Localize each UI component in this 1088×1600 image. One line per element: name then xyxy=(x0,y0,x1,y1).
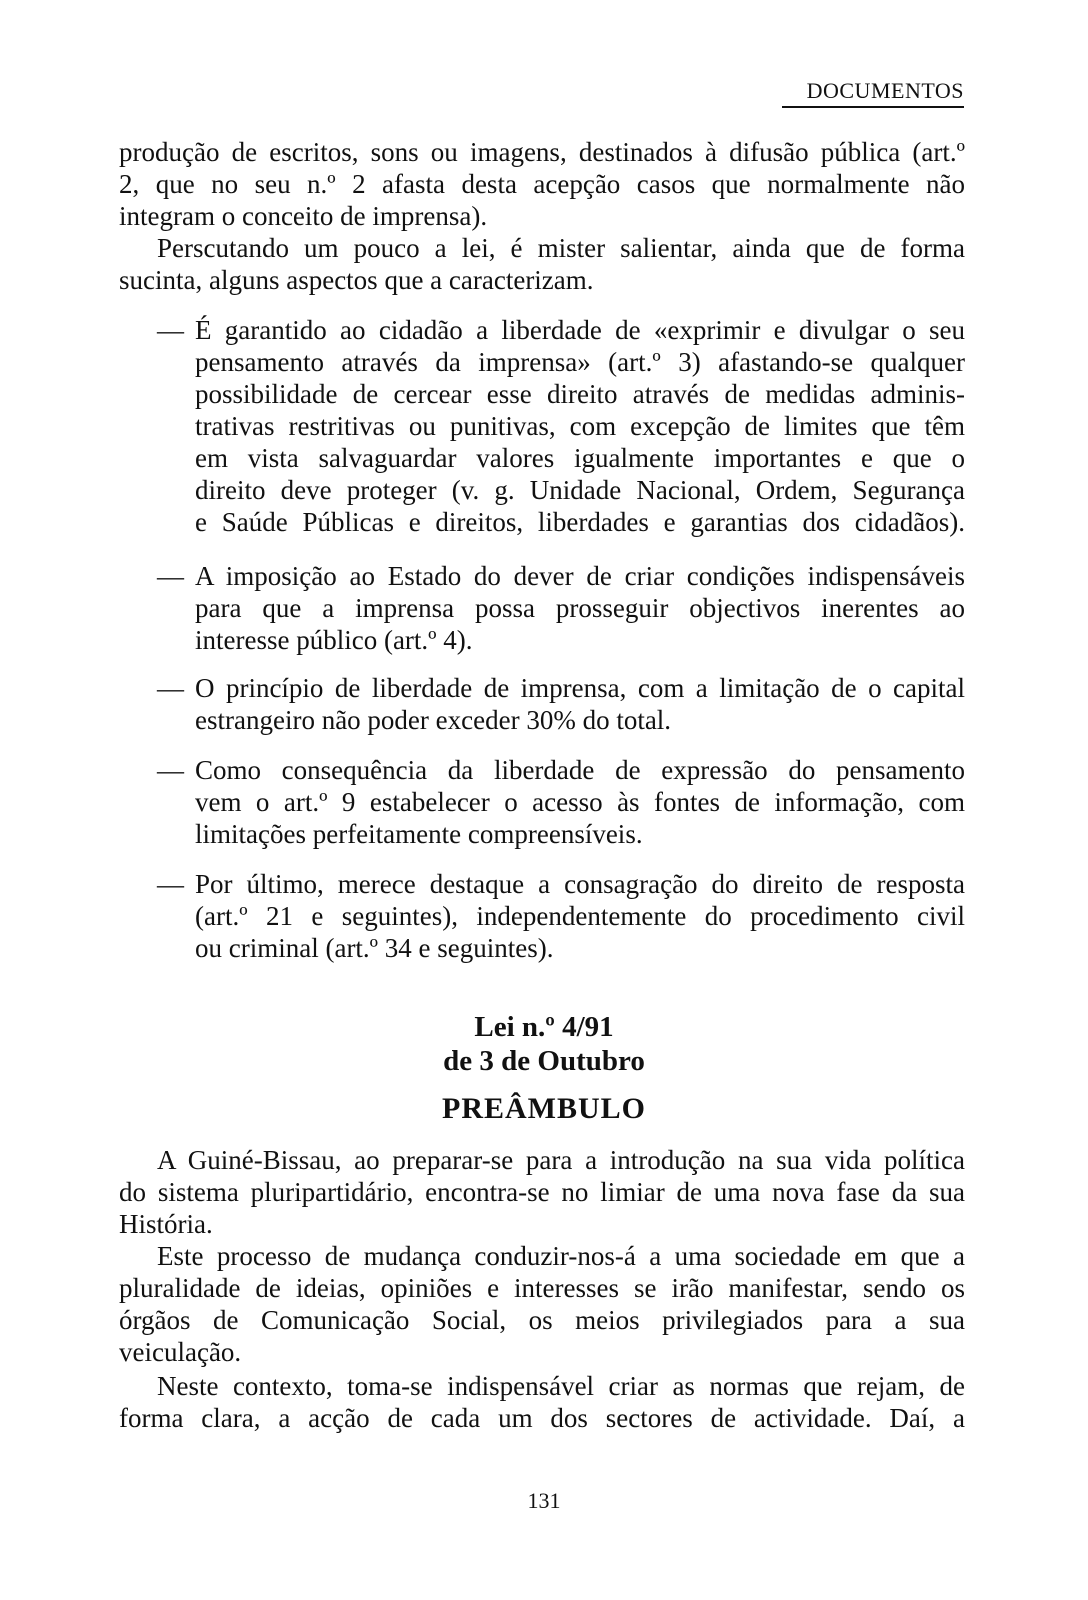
bullet-text: O princípio de liberdade de imprensa, com a limitação de o capital xyxy=(195,673,965,703)
bullet-text: Por último, merece destaque a consagração do direito de resposta xyxy=(195,869,965,899)
body-line: do sistema pluripartidário, encontra-se no limiar de uma nova fase da sua xyxy=(119,1177,965,1207)
em-dash-bullet: — xyxy=(157,673,184,703)
bullet-item xyxy=(157,672,965,704)
bullet-line: direito deve proteger (v. g. Unidade Nacional, Ordem, Segurança xyxy=(195,475,965,505)
em-dash-bullet: — xyxy=(157,315,184,345)
bullet-line: pensamento através da imprensa» (art.º 3) afastando-se qualquer xyxy=(195,347,965,377)
bullet-line: (art.º 21 e seguintes), independentemente do procedimento civil xyxy=(195,901,965,931)
bullet-item xyxy=(157,314,965,346)
bullet-line: em vista salvaguardar valores igualmente importantes e que o xyxy=(195,443,965,473)
bullet-line: estrangeiro não poder exceder 30% do total. xyxy=(195,705,672,735)
bullet-line: e Saúde Públicas e direitos, liberdades e garantias dos cidadãos). xyxy=(195,507,965,537)
body-line: integram o conceito de imprensa). xyxy=(119,201,488,231)
bullet-item xyxy=(157,560,965,592)
bullet-line: trativas restritivas ou punitivas, com excepção de limites que têm xyxy=(195,411,965,441)
body-line: forma clara, a acção de cada um dos sectores de actividade. Daí, a xyxy=(119,1403,965,1433)
bullet-line: ou criminal (art.º 34 e seguintes). xyxy=(195,933,554,963)
body-line: 2, que no seu n.º 2 afasta desta acepção casos que normalmente não xyxy=(119,169,965,199)
law-date: de 3 de Outubro xyxy=(443,1045,645,1077)
header-rule xyxy=(782,106,964,108)
bullet-item xyxy=(157,868,965,900)
body-line: Este processo de mudança conduzir-nos-á a uma sociedade em que a xyxy=(157,1241,965,1271)
body-line: sucinta, alguns aspectos que a caracterizam. xyxy=(119,265,594,295)
bullet-text: A imposição ao Estado do dever de criar condições indispensáveis xyxy=(195,561,965,591)
body-line: A Guiné-Bissau, ao preparar-se para a introdução na sua vida política xyxy=(157,1145,965,1175)
bullet-line: interesse público (art.º 4). xyxy=(195,625,473,655)
law-title: Lei n.º 4/91 xyxy=(474,1011,614,1043)
section-heading-preamble: PREÂMBULO xyxy=(442,1092,646,1125)
bullet-text: Como consequência da liberdade de expressão do pensamento xyxy=(195,755,965,785)
bullet-item xyxy=(157,754,965,786)
em-dash-bullet: — xyxy=(157,561,184,591)
body-line: veiculação. xyxy=(119,1337,242,1367)
bullet-line: para que a imprensa possa prosseguir objectivos inerentes ao xyxy=(195,593,965,623)
body-line: pluralidade de ideias, opiniões e interesses se irão manifestar, sendo os xyxy=(119,1273,965,1303)
page-number: 131 xyxy=(527,1488,561,1513)
bullet-text: É garantido ao cidadão a liberdade de «exprimir e divulgar o seu xyxy=(195,315,965,345)
body-line: produção de escritos, sons ou imagens, destinados à difusão pública (art.º xyxy=(119,137,965,167)
bullet-line: possibilidade de cercear esse direito através de medidas adminis- xyxy=(195,379,965,409)
body-line: Neste contexto, toma-se indispensável criar as normas que rejam, de xyxy=(157,1371,965,1401)
body-line: História. xyxy=(119,1209,213,1239)
body-line: órgãos de Comunicação Social, os meios privilegiados para a sua xyxy=(119,1305,965,1335)
body-line: Perscutando um pouco a lei, é mister salientar, ainda que de forma xyxy=(157,233,965,263)
bullet-line: vem o art.º 9 estabelecer o acesso às fontes de informação, com xyxy=(195,787,965,817)
bullet-line: limitações perfeitamente compreensíveis. xyxy=(195,819,643,849)
em-dash-bullet: — xyxy=(157,869,184,899)
running-header: DOCUMENTOS xyxy=(806,78,964,103)
em-dash-bullet: — xyxy=(157,755,184,785)
